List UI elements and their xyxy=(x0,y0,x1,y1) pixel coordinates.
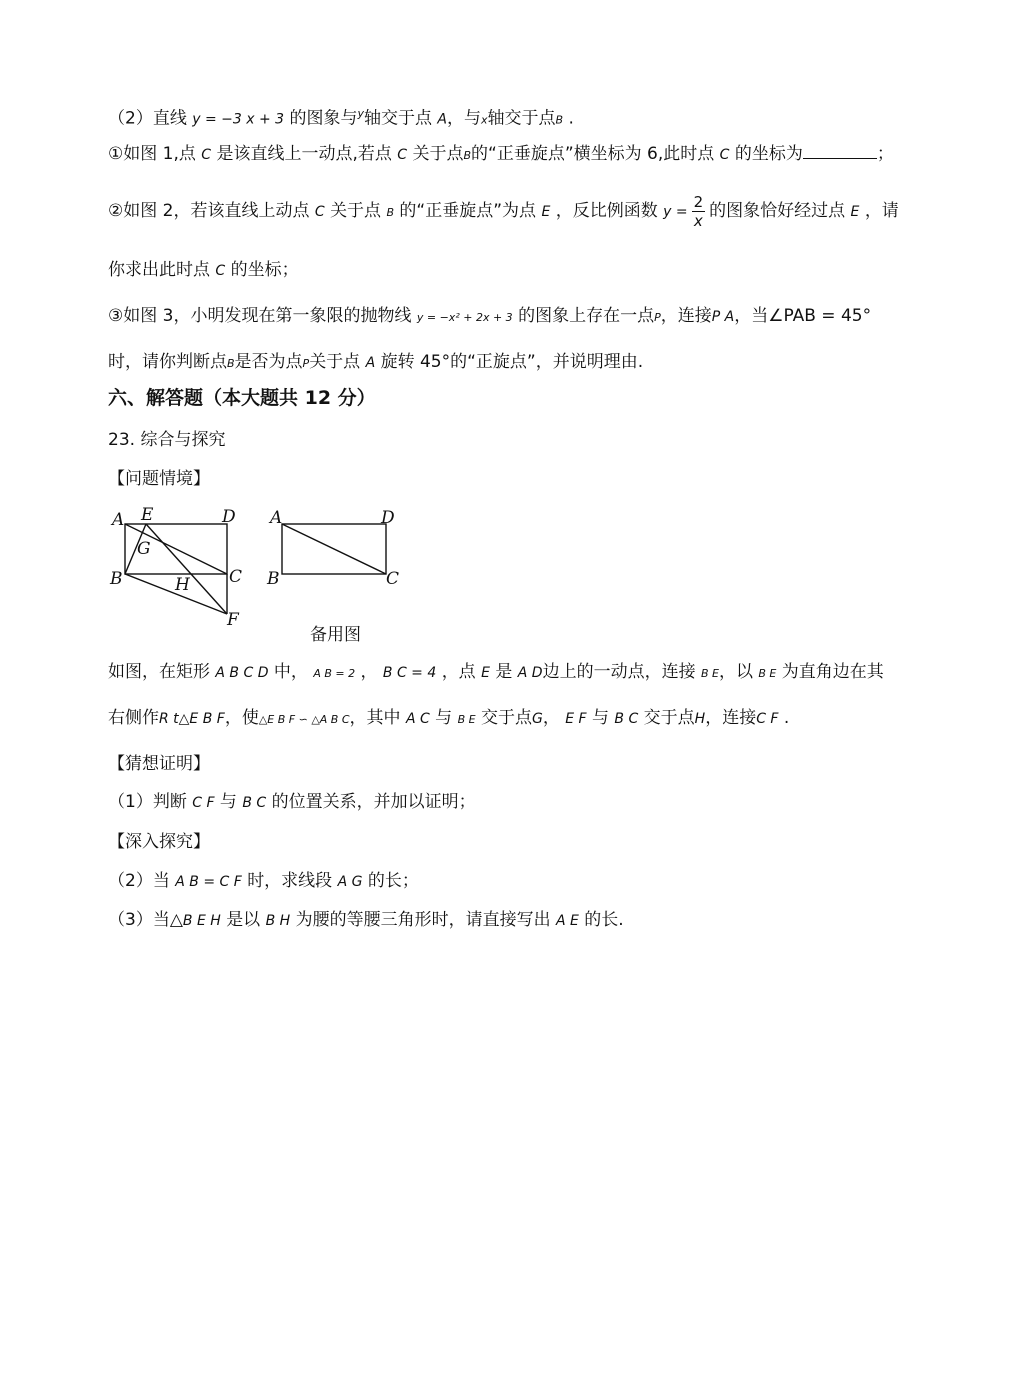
triangle-EBF: R t△E B F xyxy=(159,711,225,727)
var-BH: B H xyxy=(265,913,291,929)
var-AG: A G xyxy=(337,874,363,890)
text: 是 xyxy=(495,662,513,682)
text: 的长. xyxy=(584,910,624,930)
label-H: H xyxy=(175,575,190,595)
text: ，与 xyxy=(446,108,481,129)
text: 与 xyxy=(219,792,237,812)
text: 轴交于点 xyxy=(363,108,432,129)
var-C: C xyxy=(314,204,325,220)
text: ； xyxy=(876,144,894,164)
conjecture-heading: 【猜想证明】 xyxy=(108,754,210,774)
eq-AB: A B = 2 xyxy=(313,667,356,680)
geometry-figure xyxy=(100,500,420,635)
text: . xyxy=(568,108,574,129)
text: 是否为点 xyxy=(234,352,303,372)
deep-dive-heading: 【深入探究】 xyxy=(108,832,210,852)
text: 与 xyxy=(435,708,453,728)
label-E: E xyxy=(141,505,154,525)
sub3-line xyxy=(108,304,871,330)
var-AE: A E xyxy=(556,913,579,929)
text: ， xyxy=(360,662,378,682)
q2-label: （2）直线 xyxy=(108,108,187,129)
text: 的图象上存在一点 xyxy=(518,306,655,326)
text: 的位置关系，并加以证明； xyxy=(271,792,476,812)
label-A: A xyxy=(112,510,125,530)
text: 的坐标为 xyxy=(734,144,803,164)
text: . xyxy=(783,708,790,728)
text: 为腰的等腰三角形时，请直接写出 xyxy=(295,910,551,930)
text: 时，请你判断点 xyxy=(108,352,227,372)
var-CF: C F xyxy=(192,795,215,811)
var-BE: B E xyxy=(758,667,777,680)
var-C: C xyxy=(397,147,408,163)
var-BEH: B E H xyxy=(182,913,221,929)
text: 边上的一动点，连接 xyxy=(542,662,696,682)
var-BE: B E xyxy=(457,713,476,726)
q2-equation: y = −3 x + 3 xyxy=(192,111,285,128)
section-heading: 六、解答题（本大题共 12 分） xyxy=(108,387,376,409)
text: 关于点 xyxy=(330,201,382,221)
text: 的长； xyxy=(367,871,419,891)
text: 与 xyxy=(592,708,610,728)
label-D: D xyxy=(222,507,236,527)
text: ，其中 xyxy=(349,708,401,728)
backup-label-D: D xyxy=(381,508,395,528)
var-B: B xyxy=(555,113,564,127)
text: 的“正垂旋点”横坐标为 6,此时点 xyxy=(471,144,715,164)
var-BC: B C xyxy=(242,795,267,811)
text: （1）判断 xyxy=(108,792,187,812)
question-2 xyxy=(108,869,419,894)
label-G: G xyxy=(137,539,151,559)
text: 关于点 xyxy=(412,144,464,164)
backup-diagonal-AC xyxy=(282,524,386,574)
problem-line-2 xyxy=(108,706,789,732)
fraction-numerator: 2 xyxy=(693,192,704,211)
var-E: E xyxy=(481,665,490,681)
text: 关于点 xyxy=(309,352,361,372)
fraction xyxy=(692,193,706,230)
scenario-heading: 【问题情境】 xyxy=(108,469,210,489)
text: ，连接 xyxy=(660,306,712,326)
text: 时，求线段 xyxy=(247,871,333,891)
fraction-denominator: x xyxy=(693,211,703,230)
text: ①如图 1,点 xyxy=(108,144,196,164)
similarity-statement: △E B F ∽ △A B C xyxy=(258,713,350,726)
var-B: B xyxy=(463,149,472,162)
label-F: F xyxy=(227,610,239,630)
sub3-line-cont xyxy=(108,350,643,376)
var-x: x xyxy=(480,113,488,127)
var-ABCD: A B C D xyxy=(215,665,269,681)
text: ②如图 2，若该直线上动点 xyxy=(108,201,310,221)
text: ，反比例函数 xyxy=(555,201,658,221)
text: 的图象恰好经过点 xyxy=(709,201,846,221)
text: （2）当 xyxy=(108,871,170,891)
text: 右侧作 xyxy=(108,708,159,728)
sub2-line xyxy=(108,188,899,236)
var-C: C xyxy=(719,147,730,163)
var-G: G xyxy=(531,711,543,727)
eq-AB-CF: A B = C F xyxy=(175,874,242,890)
backup-label-C: C xyxy=(386,569,400,589)
segment-EF xyxy=(146,524,227,614)
text: 是该直线上一动点,若点 xyxy=(216,144,392,164)
text: 交于点 xyxy=(480,708,532,728)
var-C: C xyxy=(215,263,226,279)
problem-line-1 xyxy=(108,660,884,686)
text: 的坐标； xyxy=(230,260,299,280)
var-A: A xyxy=(437,111,447,128)
text: ，请 xyxy=(864,201,899,221)
var-H: H xyxy=(694,711,706,727)
label-C: C xyxy=(229,567,243,587)
text: ，以 xyxy=(718,662,753,682)
var-A: A xyxy=(365,355,376,371)
backup-figure-caption: 备用图 xyxy=(310,625,361,645)
var-CF: C F xyxy=(756,711,779,727)
var-y: y xyxy=(357,107,364,120)
parabola-equation: y = −x² + 2x + 3 xyxy=(416,311,513,324)
text: ③如图 3，小明发现在第一象限的抛物线 xyxy=(108,306,412,326)
var-AC: A C xyxy=(405,711,430,727)
question-1 xyxy=(108,790,476,815)
var-PA: P A xyxy=(711,309,735,325)
var-E: E xyxy=(850,204,860,220)
backup-label-A: A xyxy=(270,508,283,528)
var-B: B xyxy=(386,206,395,219)
var-P: P xyxy=(302,357,310,370)
question-3 xyxy=(108,908,624,933)
text: ，连接 xyxy=(705,708,757,728)
var-y: y = xyxy=(663,204,688,220)
text: 旋转 45°的“正旋点”，并说明理由. xyxy=(380,352,644,372)
eq-BC: B C = 4 xyxy=(382,665,437,681)
var-AD: A D xyxy=(517,665,543,681)
text: 轴交于点 xyxy=(487,108,556,129)
text: （3）当△ xyxy=(108,910,183,930)
text: 是以 xyxy=(226,910,261,930)
text: 你求出此时点 xyxy=(108,260,210,280)
backup-label-B: B xyxy=(267,569,280,589)
text: ，当∠PAB = 45° xyxy=(734,306,872,326)
text: ， xyxy=(542,708,560,728)
sub2-line-cont xyxy=(108,258,299,283)
text: ，点 xyxy=(441,662,476,682)
label-B: B xyxy=(110,569,123,589)
question-23-title: 23. 综合与探究 xyxy=(108,430,226,450)
text: 的图象与 xyxy=(289,108,358,129)
var-BC: B C xyxy=(614,711,639,727)
text: 如图，在矩形 xyxy=(108,662,210,682)
var-B: B xyxy=(227,357,235,370)
answer-blank[interactable] xyxy=(803,144,877,159)
sub1-line xyxy=(108,142,894,168)
text: 的“正垂旋点”为点 xyxy=(399,201,537,221)
var-BE: B E xyxy=(700,667,719,680)
text: 中， xyxy=(273,662,308,682)
q2-line xyxy=(108,102,574,133)
var-P: P xyxy=(654,311,661,324)
var-E: E xyxy=(541,204,551,220)
var-C: C xyxy=(201,147,212,163)
text: ，使 xyxy=(224,708,259,728)
text: 交于点 xyxy=(643,708,695,728)
text: 为直角边在其 xyxy=(781,662,884,682)
var-EF: E F xyxy=(565,711,587,727)
